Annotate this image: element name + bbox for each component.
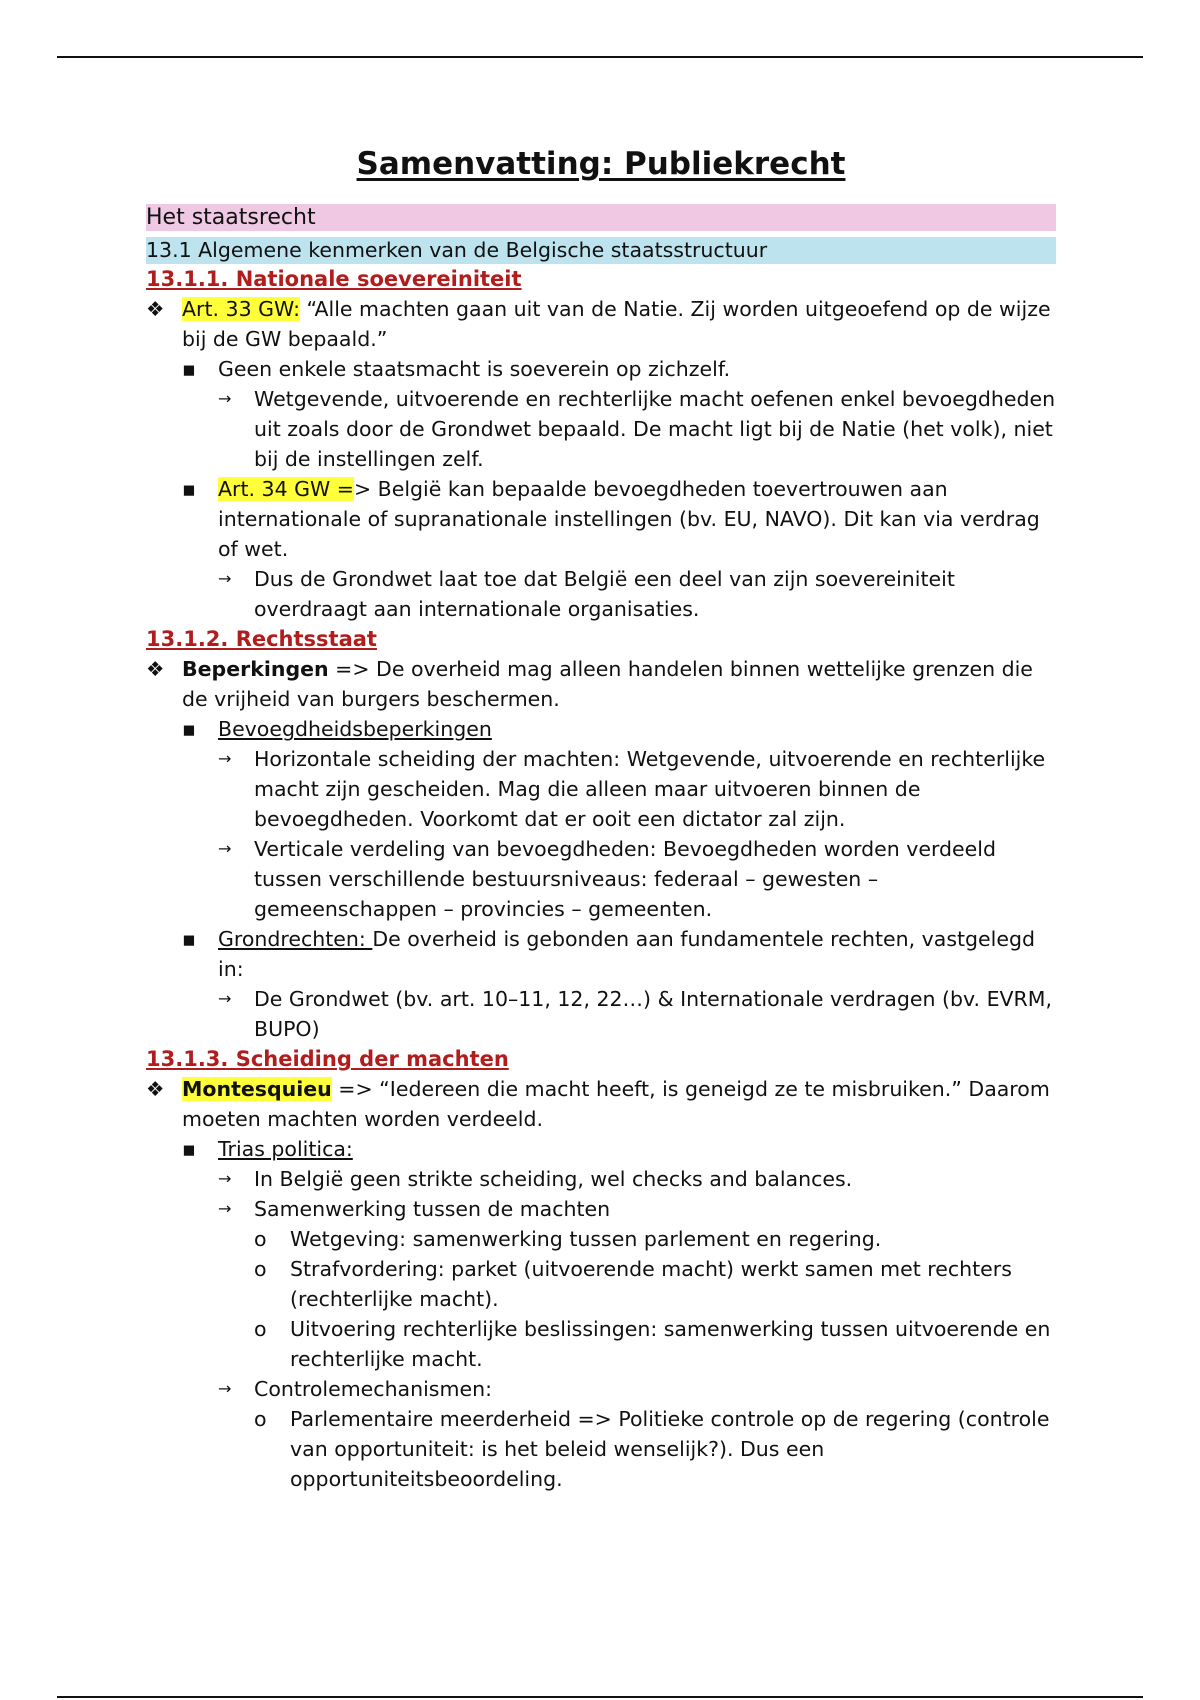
list-item [146, 1074, 1056, 1134]
underlined-term: Bevoegdheidsbeperkingen [218, 717, 492, 741]
list-item [146, 744, 1056, 834]
square-bullet-icon: ▪ [182, 927, 196, 951]
arrow-bullet-icon: → [218, 1379, 232, 1398]
arrow-bullet-icon: → [218, 839, 232, 858]
underlined-term: Grondrechten: [218, 927, 373, 951]
list-item [146, 1134, 1056, 1164]
list-item-text: Strafvordering: parket (uitvoerende macht) werkt samen met rechters (rechterlijke macht). [290, 1257, 1012, 1311]
list-item [146, 354, 1056, 384]
subsection-heading-3: 13.1.3. Scheiding der machten [146, 1047, 509, 1071]
list-item-text: Wetgeving: samenwerking tussen parlement en regering. [290, 1227, 882, 1251]
list-item [146, 1314, 1056, 1374]
bold-term: Beperkingen [182, 657, 329, 681]
list-item-text: Dus de Grondwet laat toe dat België een deel van zijn soevereiniteit overdraagt aan internationale organisaties. [254, 567, 955, 621]
list-item [146, 654, 1056, 714]
list-item-text: Parlementaire meerderheid => Politieke controle op de regering (controle van opportuniteit: is het beleid wenselijk?). Dus een opportuniteitsbeoordeling. [290, 1407, 1050, 1491]
diamond-bullet-icon: ❖ [146, 657, 165, 681]
list-item-text: In België geen strikte scheiding, wel checks and balances. [254, 1167, 853, 1191]
list-item-text: => “Iedereen die macht heeft, is geneigd ze te misbruiken.” Daarom moeten machten worden verdeeld. [182, 1077, 1050, 1131]
list-item-text: => De overheid mag alleen handelen binnen wettelijke grenzen die de vrijheid van burgers beschermen. [182, 657, 1033, 711]
arrow-bullet-icon: → [218, 989, 232, 1008]
arrow-bullet-icon: → [218, 1199, 232, 1218]
list-item-text: > België kan bepaalde bevoegdheden toevertrouwen aan internationale of supranationale instellingen (bv. EU, NAVO). Dit kan via verdrag of wet. [218, 477, 1040, 561]
list-item [146, 984, 1056, 1044]
list-item [146, 834, 1056, 924]
list-item [146, 1374, 1056, 1404]
list-item [146, 294, 1056, 354]
list-item-text: De Grondwet (bv. art. 10–11, 12, 22…) & Internationale verdragen (bv. EVRM, BUPO) [254, 987, 1052, 1041]
list-item-text: Geen enkele staatsmacht is soeverein op zichzelf. [218, 357, 731, 381]
list-item [146, 924, 1056, 984]
list-item [146, 384, 1056, 474]
page-title: Samenvatting: Publiekrecht [356, 146, 846, 182]
square-bullet-icon: ▪ [182, 357, 196, 381]
diamond-bullet-icon: ❖ [146, 297, 165, 321]
list-item-text: Controlemechanismen: [254, 1377, 492, 1401]
underlined-term: Trias politica: [218, 1137, 353, 1161]
chapter-heading: Het staatsrecht [146, 204, 1056, 231]
list-item [146, 1194, 1056, 1224]
circle-bullet-icon: o [254, 1317, 267, 1341]
square-bullet-icon: ▪ [182, 717, 196, 741]
list-item-text: Samenwerking tussen de machten [254, 1197, 611, 1221]
arrow-bullet-icon: → [218, 749, 232, 768]
list-item [146, 1254, 1056, 1314]
list-item [146, 564, 1056, 624]
square-bullet-icon: ▪ [182, 1137, 196, 1161]
circle-bullet-icon: o [254, 1257, 267, 1281]
list-item-text: Horizontale scheiding der machten: Wetgevende, uitvoerende en rechterlijke macht zijn gescheiden. Mag die alleen maar uitvoeren binnen de bevoegdheden. Voorkomt dat er ooit een dictator zal zijn. [254, 747, 1046, 831]
circle-bullet-icon: o [254, 1227, 267, 1251]
list-item-text: De overheid is gebonden aan fundamentele rechten, vastgelegd in: [218, 927, 1036, 981]
arrow-bullet-icon: → [218, 1169, 232, 1188]
list-item [146, 1404, 1056, 1494]
list-item-text: Uitvoering rechterlijke beslissingen: samenwerking tussen uitvoerende en rechterlijke macht. [290, 1317, 1051, 1371]
subsection-heading-1: 13.1.1. Nationale soevereiniteit [146, 267, 522, 291]
arrow-bullet-icon: → [218, 389, 232, 408]
list-item [146, 714, 1056, 744]
header-rule [57, 56, 1143, 58]
subsection-heading-2: 13.1.2. Rechtsstaat [146, 627, 377, 651]
list-item-text: Verticale verdeling van bevoegdheden: Bevoegdheden worden verdeeld tussen verschillende bestuursniveaus: federaal – gewesten – gemeenschappen – provincies – gemeenten. [254, 837, 996, 921]
highlighted-article: Art. 34 GW = [218, 477, 354, 501]
list-item-text: “Alle machten gaan uit van de Natie. Zij worden uitgeoefend op de wijze bij de GW bepaald.” [182, 297, 1051, 351]
arrow-bullet-icon: → [218, 569, 232, 588]
diamond-bullet-icon: ❖ [146, 1077, 165, 1101]
list-item-text: Wetgevende, uitvoerende en rechterlijke macht oefenen enkel bevoegdheden uit zoals door de Grondwet bepaald. De macht ligt bij de Natie (het volk), niet bij de instellingen zelf. [254, 387, 1056, 471]
list-item [146, 1164, 1056, 1194]
circle-bullet-icon: o [254, 1407, 267, 1431]
footer-rule [57, 1696, 1143, 1698]
list-item [146, 1224, 1056, 1254]
highlighted-term: Montesquieu [182, 1077, 332, 1101]
list-item [146, 474, 1056, 564]
highlighted-article: Art. 33 GW: [182, 297, 300, 321]
square-bullet-icon: ▪ [182, 477, 196, 501]
document-page [146, 140, 1056, 1494]
section-heading: 13.1 Algemene kenmerken van de Belgische staatsstructuur [146, 237, 1056, 264]
